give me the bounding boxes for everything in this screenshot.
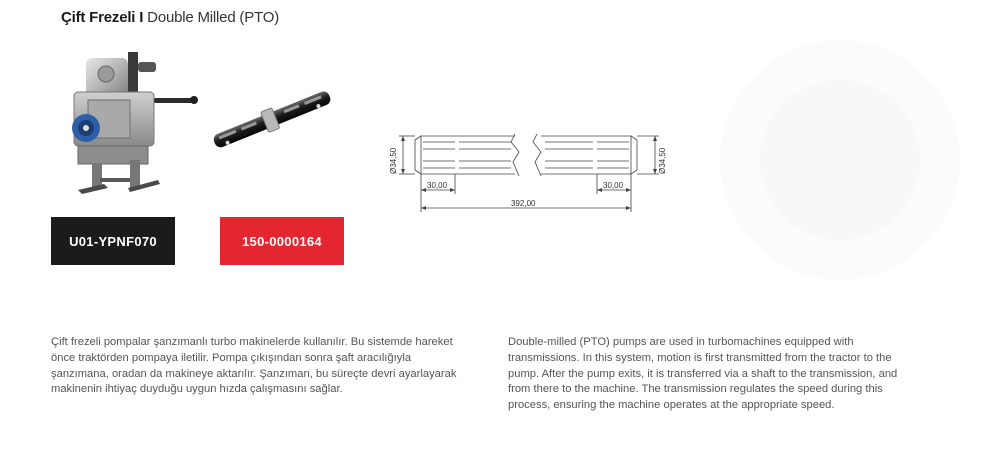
pto-shaft-icon[interactable]	[208, 84, 338, 154]
faint-background-graphic	[660, 20, 980, 300]
length-label-right: 30,00	[603, 181, 624, 190]
diameter-label-left: Ø34,50	[389, 147, 398, 174]
title-english: Double Milled (PTO)	[143, 9, 279, 26]
page-title	[61, 9, 279, 26]
description-english: Double-milled (PTO) pumps are used in turbomachines equipped with transmissions. In this system, motion is first transmitted from the tractor to the pump. After the pump exits, it is transferred via a shaft to the transmission, and from there to the machine. The transmission regulates the speed during this process, ensuring the machine operates at the appropriate speed.	[508, 336, 898, 412]
description-turkish: Çift frezeli pompalar şanzımanlı turbo makinelerde kullanılır. Bu sistemde hareket önce traktörden pompaya iletilir. Pompa çıkışından sonra şaft aracılığıyla şanzımana, oradan da makineye aktarılır. Şanzıman, bu süreçte devri ayarlayarak makinenin ihtiyaç duyduğu uygun hızda çalışmasını sağlar.	[51, 336, 457, 396]
technical-drawing	[375, 118, 675, 218]
diameter-label-right: Ø34,50	[658, 147, 667, 174]
length-label-left: 30,00	[427, 181, 448, 190]
title-turkish: Çift Frezeli I	[61, 9, 144, 26]
total-length-label: 392,00	[511, 199, 536, 208]
product-code-button-1[interactable]: U01-YPNF070	[51, 217, 175, 265]
product-code-button-2[interactable]: 150-0000164	[220, 217, 344, 265]
gearbox-pump-icon[interactable]	[48, 48, 200, 198]
